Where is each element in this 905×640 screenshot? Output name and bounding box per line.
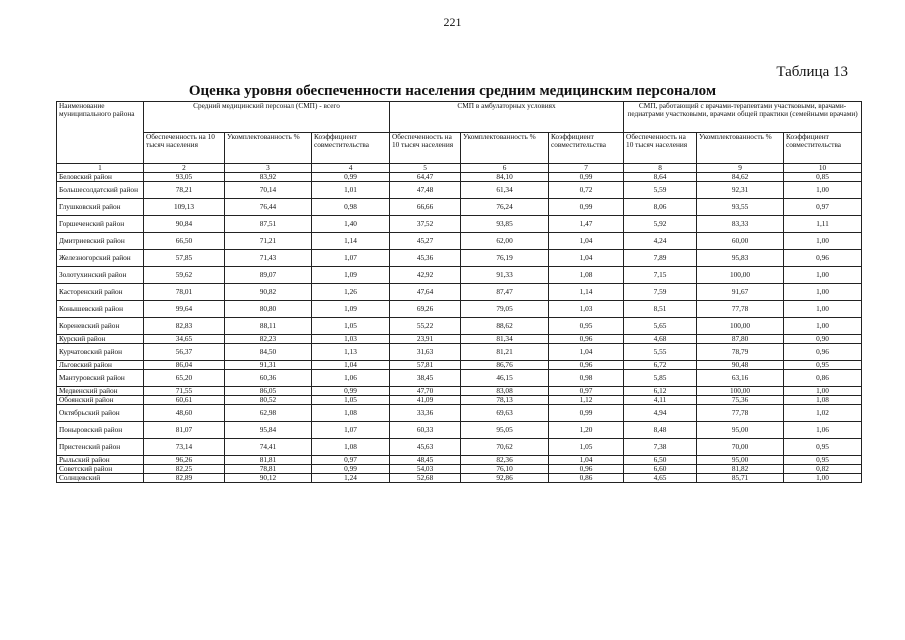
table-title: Оценка уровня обеспеченности населения средним медицинским персоналом [188, 83, 717, 99]
table-cell: 87,47 [461, 284, 549, 301]
table-cell: 76,24 [461, 199, 549, 216]
table-cell: 1,08 [312, 405, 390, 422]
table-cell: 38,45 [390, 370, 461, 387]
table-cell: 78,79 [697, 344, 784, 361]
table-cell: 0,97 [312, 456, 390, 465]
table-cell: 91,67 [697, 284, 784, 301]
table-cell: 65,20 [144, 370, 225, 387]
table-cell: 80,80 [225, 301, 312, 318]
table-cell: 62,98 [225, 405, 312, 422]
table-cell: 109,13 [144, 199, 225, 216]
table-cell: 1,08 [549, 267, 624, 284]
table-cell: 93,05 [144, 173, 225, 182]
table-row [57, 474, 862, 483]
table-cell: 82,83 [144, 318, 225, 335]
table-cell: 81,82 [697, 465, 784, 474]
table-cell: 0,99 [549, 405, 624, 422]
table-cell: 1,05 [549, 439, 624, 456]
table-cell: 5,55 [624, 344, 697, 361]
table-cell: 82,23 [225, 335, 312, 344]
subheader-coefficient: Коэффициент совместительства [312, 133, 390, 164]
table-cell: 6,12 [624, 387, 697, 396]
table-cell: 1,07 [312, 250, 390, 267]
table-cell: 4,24 [624, 233, 697, 250]
table-cell: 59,62 [144, 267, 225, 284]
district-name: Касторенский район [57, 284, 144, 301]
subheader-staffing: Укомплектованность % [225, 133, 312, 164]
table-cell: 1,04 [312, 361, 390, 370]
table-cell: 1,12 [549, 396, 624, 405]
column-number: 10 [784, 164, 862, 173]
district-name: Конышевский район [57, 301, 144, 318]
table-cell: 82,25 [144, 465, 225, 474]
district-name: Поныровский район [57, 422, 144, 439]
table-cell: 0,95 [784, 361, 862, 370]
table-cell: 0,96 [549, 361, 624, 370]
table-cell: 0,97 [549, 387, 624, 396]
table-cell: 8,48 [624, 422, 697, 439]
table-cell: 5,92 [624, 216, 697, 233]
table-cell: 91,33 [461, 267, 549, 284]
column-number: 6 [461, 164, 549, 173]
table-cell: 23,91 [390, 335, 461, 344]
table-cell: 1,04 [549, 344, 624, 361]
table-cell: 48,60 [144, 405, 225, 422]
table-cell: 96,26 [144, 456, 225, 465]
table-cell: 61,34 [461, 182, 549, 199]
table-cell: 1,14 [312, 233, 390, 250]
table-cell: 93,85 [461, 216, 549, 233]
table-cell: 81,07 [144, 422, 225, 439]
table-cell: 78,13 [461, 396, 549, 405]
table-cell: 1,00 [784, 474, 862, 483]
district-name: Льговский район [57, 361, 144, 370]
table-cell: 87,80 [697, 335, 784, 344]
table-cell: 82,36 [461, 456, 549, 465]
table-cell: 69,26 [390, 301, 461, 318]
table-cell: 79,05 [461, 301, 549, 318]
table-body [57, 173, 862, 483]
table-cell: 74,41 [225, 439, 312, 456]
table-cell: 1,13 [312, 344, 390, 361]
table-cell: 99,64 [144, 301, 225, 318]
table-cell: 1,03 [312, 335, 390, 344]
table-cell: 0,95 [549, 318, 624, 335]
table-cell: 69,63 [461, 405, 549, 422]
table-cell: 0,96 [549, 335, 624, 344]
staffing-table [56, 101, 862, 483]
table-cell: 1,11 [784, 216, 862, 233]
table-cell: 1,01 [312, 182, 390, 199]
table-cell: 93,55 [697, 199, 784, 216]
column-number-row [57, 164, 862, 173]
table-cell: 7,59 [624, 284, 697, 301]
table-row [57, 405, 862, 422]
table-cell: 84,62 [697, 173, 784, 182]
table-cell: 100,00 [697, 267, 784, 284]
table-cell: 88,11 [225, 318, 312, 335]
table-cell: 37,52 [390, 216, 461, 233]
table-cell: 0,96 [784, 250, 862, 267]
table-cell: 95,05 [461, 422, 549, 439]
table-cell: 52,68 [390, 474, 461, 483]
table-row [57, 344, 862, 361]
table-row [57, 284, 862, 301]
column-number: 8 [624, 164, 697, 173]
table-row [57, 396, 862, 405]
table-cell: 0,86 [784, 370, 862, 387]
table-cell: 55,22 [390, 318, 461, 335]
table-cell: 100,00 [697, 318, 784, 335]
table-row [57, 250, 862, 267]
table-cell: 1,06 [784, 422, 862, 439]
table-cell: 60,33 [390, 422, 461, 439]
table-cell: 86,04 [144, 361, 225, 370]
table-cell: 81,81 [225, 456, 312, 465]
table-cell: 0,99 [549, 199, 624, 216]
table-cell: 89,07 [225, 267, 312, 284]
table-cell: 1,08 [312, 439, 390, 456]
table-cell: 1,00 [784, 301, 862, 318]
subheader-coefficient: Коэффициент совместительства [549, 133, 624, 164]
table-cell: 92,86 [461, 474, 549, 483]
table-cell: 45,36 [390, 250, 461, 267]
table-cell: 1,00 [784, 387, 862, 396]
table-cell: 46,15 [461, 370, 549, 387]
district-name: Курский район [57, 335, 144, 344]
subheader-staffing: Укомплектованность % [697, 133, 784, 164]
table-cell: 1,06 [312, 370, 390, 387]
table-cell: 80,52 [225, 396, 312, 405]
district-name: Дмитриевский район [57, 233, 144, 250]
table-cell: 82,89 [144, 474, 225, 483]
table-cell: 60,36 [225, 370, 312, 387]
table-cell: 1,09 [312, 301, 390, 318]
table-cell: 0,90 [784, 335, 862, 344]
district-name: Беловский район [57, 173, 144, 182]
district-name: Курчатовский район [57, 344, 144, 361]
table-cell: 84,10 [461, 173, 549, 182]
table-cell: 83,08 [461, 387, 549, 396]
table-cell: 45,27 [390, 233, 461, 250]
subheader-coefficient: Коэффициент совместительства [784, 133, 862, 164]
table-cell: 85,71 [697, 474, 784, 483]
district-name: Медвенский район [57, 387, 144, 396]
table-cell: 6,72 [624, 361, 697, 370]
table-cell: 6,50 [624, 456, 697, 465]
table-row [57, 361, 862, 370]
table-cell: 88,62 [461, 318, 549, 335]
table-cell: 95,00 [697, 422, 784, 439]
table-cell: 95,00 [697, 456, 784, 465]
table-row [57, 216, 862, 233]
table-cell: 8,64 [624, 173, 697, 182]
table-cell: 1,05 [312, 318, 390, 335]
table-cell: 4,94 [624, 405, 697, 422]
table-row [57, 318, 862, 335]
table-cell: 78,01 [144, 284, 225, 301]
district-name: Солнцевский [57, 474, 144, 483]
table-cell: 8,06 [624, 199, 697, 216]
table-row [57, 387, 862, 396]
table-cell: 0,98 [549, 370, 624, 387]
table-cell: 0,97 [784, 199, 862, 216]
column-number: 5 [390, 164, 461, 173]
table-cell: 60,61 [144, 396, 225, 405]
table-cell: 0,86 [549, 474, 624, 483]
column-number: 4 [312, 164, 390, 173]
table-cell: 57,85 [144, 250, 225, 267]
table-cell: 1,05 [312, 396, 390, 405]
header-group-primary-care: СМП, работающий с врачами-терапевтами участковыми, врачами-педиатрами участковыми, врачами общей практики (семейными врачами) [624, 102, 862, 133]
district-name: Глушковский район [57, 199, 144, 216]
table-cell: 5,85 [624, 370, 697, 387]
table-number: Таблица 13 [776, 64, 848, 80]
table-cell: 1,03 [549, 301, 624, 318]
table-cell: 90,12 [225, 474, 312, 483]
table-row [57, 199, 862, 216]
table-cell: 33,36 [390, 405, 461, 422]
table-cell: 4,11 [624, 396, 697, 405]
table-cell: 48,45 [390, 456, 461, 465]
table-cell: 95,83 [697, 250, 784, 267]
table-cell: 63,16 [697, 370, 784, 387]
table-row [57, 439, 862, 456]
table-cell: 1,26 [312, 284, 390, 301]
subheader-staffing: Укомплектованность % [461, 133, 549, 164]
table-cell: 86,76 [461, 361, 549, 370]
subheader-provision: Обеспеченность на 10 тысяч населения [390, 133, 461, 164]
table-cell: 95,84 [225, 422, 312, 439]
table-row [57, 267, 862, 284]
table-cell: 54,03 [390, 465, 461, 474]
table-cell: 78,21 [144, 182, 225, 199]
column-number: 3 [225, 164, 312, 173]
table-cell: 1,47 [549, 216, 624, 233]
table-cell: 0,72 [549, 182, 624, 199]
table-cell: 0,99 [312, 173, 390, 182]
table-cell: 81,34 [461, 335, 549, 344]
table-cell: 31,63 [390, 344, 461, 361]
table-cell: 0,95 [784, 456, 862, 465]
table-cell: 66,50 [144, 233, 225, 250]
table-cell: 70,00 [697, 439, 784, 456]
table-cell: 7,89 [624, 250, 697, 267]
table-cell: 91,31 [225, 361, 312, 370]
table-row [57, 465, 862, 474]
table-row [57, 422, 862, 439]
table-cell: 1,40 [312, 216, 390, 233]
table-cell: 0,96 [549, 465, 624, 474]
table-cell: 8,51 [624, 301, 697, 318]
district-name: Октябрьский район [57, 405, 144, 422]
table-cell: 75,36 [697, 396, 784, 405]
header-group-outpatient: СМП в амбулаторных условиях [390, 102, 624, 133]
column-number: 2 [144, 164, 225, 173]
table-cell: 78,81 [225, 465, 312, 474]
district-name: Пристенский район [57, 439, 144, 456]
table-cell: 1,00 [784, 233, 862, 250]
table-cell: 6,60 [624, 465, 697, 474]
table-cell: 0,95 [784, 439, 862, 456]
table-cell: 42,92 [390, 267, 461, 284]
table-cell: 1,04 [549, 250, 624, 267]
table-cell: 5,65 [624, 318, 697, 335]
column-number: 7 [549, 164, 624, 173]
table-cell: 90,48 [697, 361, 784, 370]
table-cell: 7,15 [624, 267, 697, 284]
table-row [57, 233, 862, 250]
table-cell: 92,31 [697, 182, 784, 199]
table-cell: 47,64 [390, 284, 461, 301]
table-row [57, 335, 862, 344]
table-cell: 1,24 [312, 474, 390, 483]
table-cell: 0,82 [784, 465, 862, 474]
table-cell: 87,51 [225, 216, 312, 233]
table-cell: 0,99 [312, 465, 390, 474]
table-row [57, 301, 862, 318]
table-cell: 83,92 [225, 173, 312, 182]
table-cell: 1,20 [549, 422, 624, 439]
table-cell: 0,99 [312, 387, 390, 396]
table-cell: 71,21 [225, 233, 312, 250]
table-cell: 60,00 [697, 233, 784, 250]
table-cell: 73,14 [144, 439, 225, 456]
table-row [57, 370, 862, 387]
table-cell: 0,85 [784, 173, 862, 182]
table-cell: 83,33 [697, 216, 784, 233]
page-number: 221 [443, 15, 462, 29]
table-cell: 1,08 [784, 396, 862, 405]
table-cell: 47,48 [390, 182, 461, 199]
table-cell: 1,00 [784, 182, 862, 199]
table-cell: 45,63 [390, 439, 461, 456]
district-name: Золотухинский район [57, 267, 144, 284]
district-name: Обоянский район [57, 396, 144, 405]
table-cell: 77,78 [697, 301, 784, 318]
table-cell: 47,70 [390, 387, 461, 396]
table-cell: 0,98 [312, 199, 390, 216]
table-cell: 71,55 [144, 387, 225, 396]
table-cell: 84,50 [225, 344, 312, 361]
district-name: Советский район [57, 465, 144, 474]
table-row [57, 182, 862, 199]
table-cell: 5,59 [624, 182, 697, 199]
table-cell: 62,00 [461, 233, 549, 250]
table-cell: 41,09 [390, 396, 461, 405]
table-cell: 90,82 [225, 284, 312, 301]
table-cell: 0,96 [784, 344, 862, 361]
table-row [57, 456, 862, 465]
table-cell: 1,09 [312, 267, 390, 284]
table-cell: 70,14 [225, 182, 312, 199]
subheader-provision: Обеспеченность на 10 тысяч населения [144, 133, 225, 164]
table-cell: 1,14 [549, 284, 624, 301]
subheader-provision: Обеспеченность на 10 тысяч населения [624, 133, 697, 164]
table-cell: 90,84 [144, 216, 225, 233]
table-cell: 1,00 [784, 318, 862, 335]
table-cell: 7,38 [624, 439, 697, 456]
district-name: Кореневский район [57, 318, 144, 335]
table-cell: 4,68 [624, 335, 697, 344]
column-number: 1 [57, 164, 144, 173]
district-name: Рыльский район [57, 456, 144, 465]
header-group-total: Средний медицинский персонал (СМП) - всего [144, 102, 390, 133]
table-cell: 34,65 [144, 335, 225, 344]
table-cell: 1,04 [549, 456, 624, 465]
table-cell: 57,81 [390, 361, 461, 370]
table-cell: 1,07 [312, 422, 390, 439]
district-name: Горшеченский район [57, 216, 144, 233]
district-name: Большесолдатский район [57, 182, 144, 199]
table-cell: 76,44 [225, 199, 312, 216]
table-cell: 76,19 [461, 250, 549, 267]
table-cell: 70,62 [461, 439, 549, 456]
table-cell: 1,00 [784, 284, 862, 301]
table-cell: 64,47 [390, 173, 461, 182]
table-cell: 86,05 [225, 387, 312, 396]
table-row [57, 173, 862, 182]
district-name: Мантуровский район [57, 370, 144, 387]
table-cell: 4,65 [624, 474, 697, 483]
table-cell: 71,43 [225, 250, 312, 267]
table-cell: 100,00 [697, 387, 784, 396]
table-cell: 81,21 [461, 344, 549, 361]
table-cell: 1,00 [784, 267, 862, 284]
table-cell: 76,10 [461, 465, 549, 474]
district-name: Железногорский район [57, 250, 144, 267]
header-district-name: Наименование муниципального района [57, 102, 144, 164]
table-cell: 0,99 [549, 173, 624, 182]
table-cell: 56,37 [144, 344, 225, 361]
table-cell: 1,02 [784, 405, 862, 422]
table-cell: 66,66 [390, 199, 461, 216]
table-cell: 77,78 [697, 405, 784, 422]
table-cell: 1,04 [549, 233, 624, 250]
column-number: 9 [697, 164, 784, 173]
